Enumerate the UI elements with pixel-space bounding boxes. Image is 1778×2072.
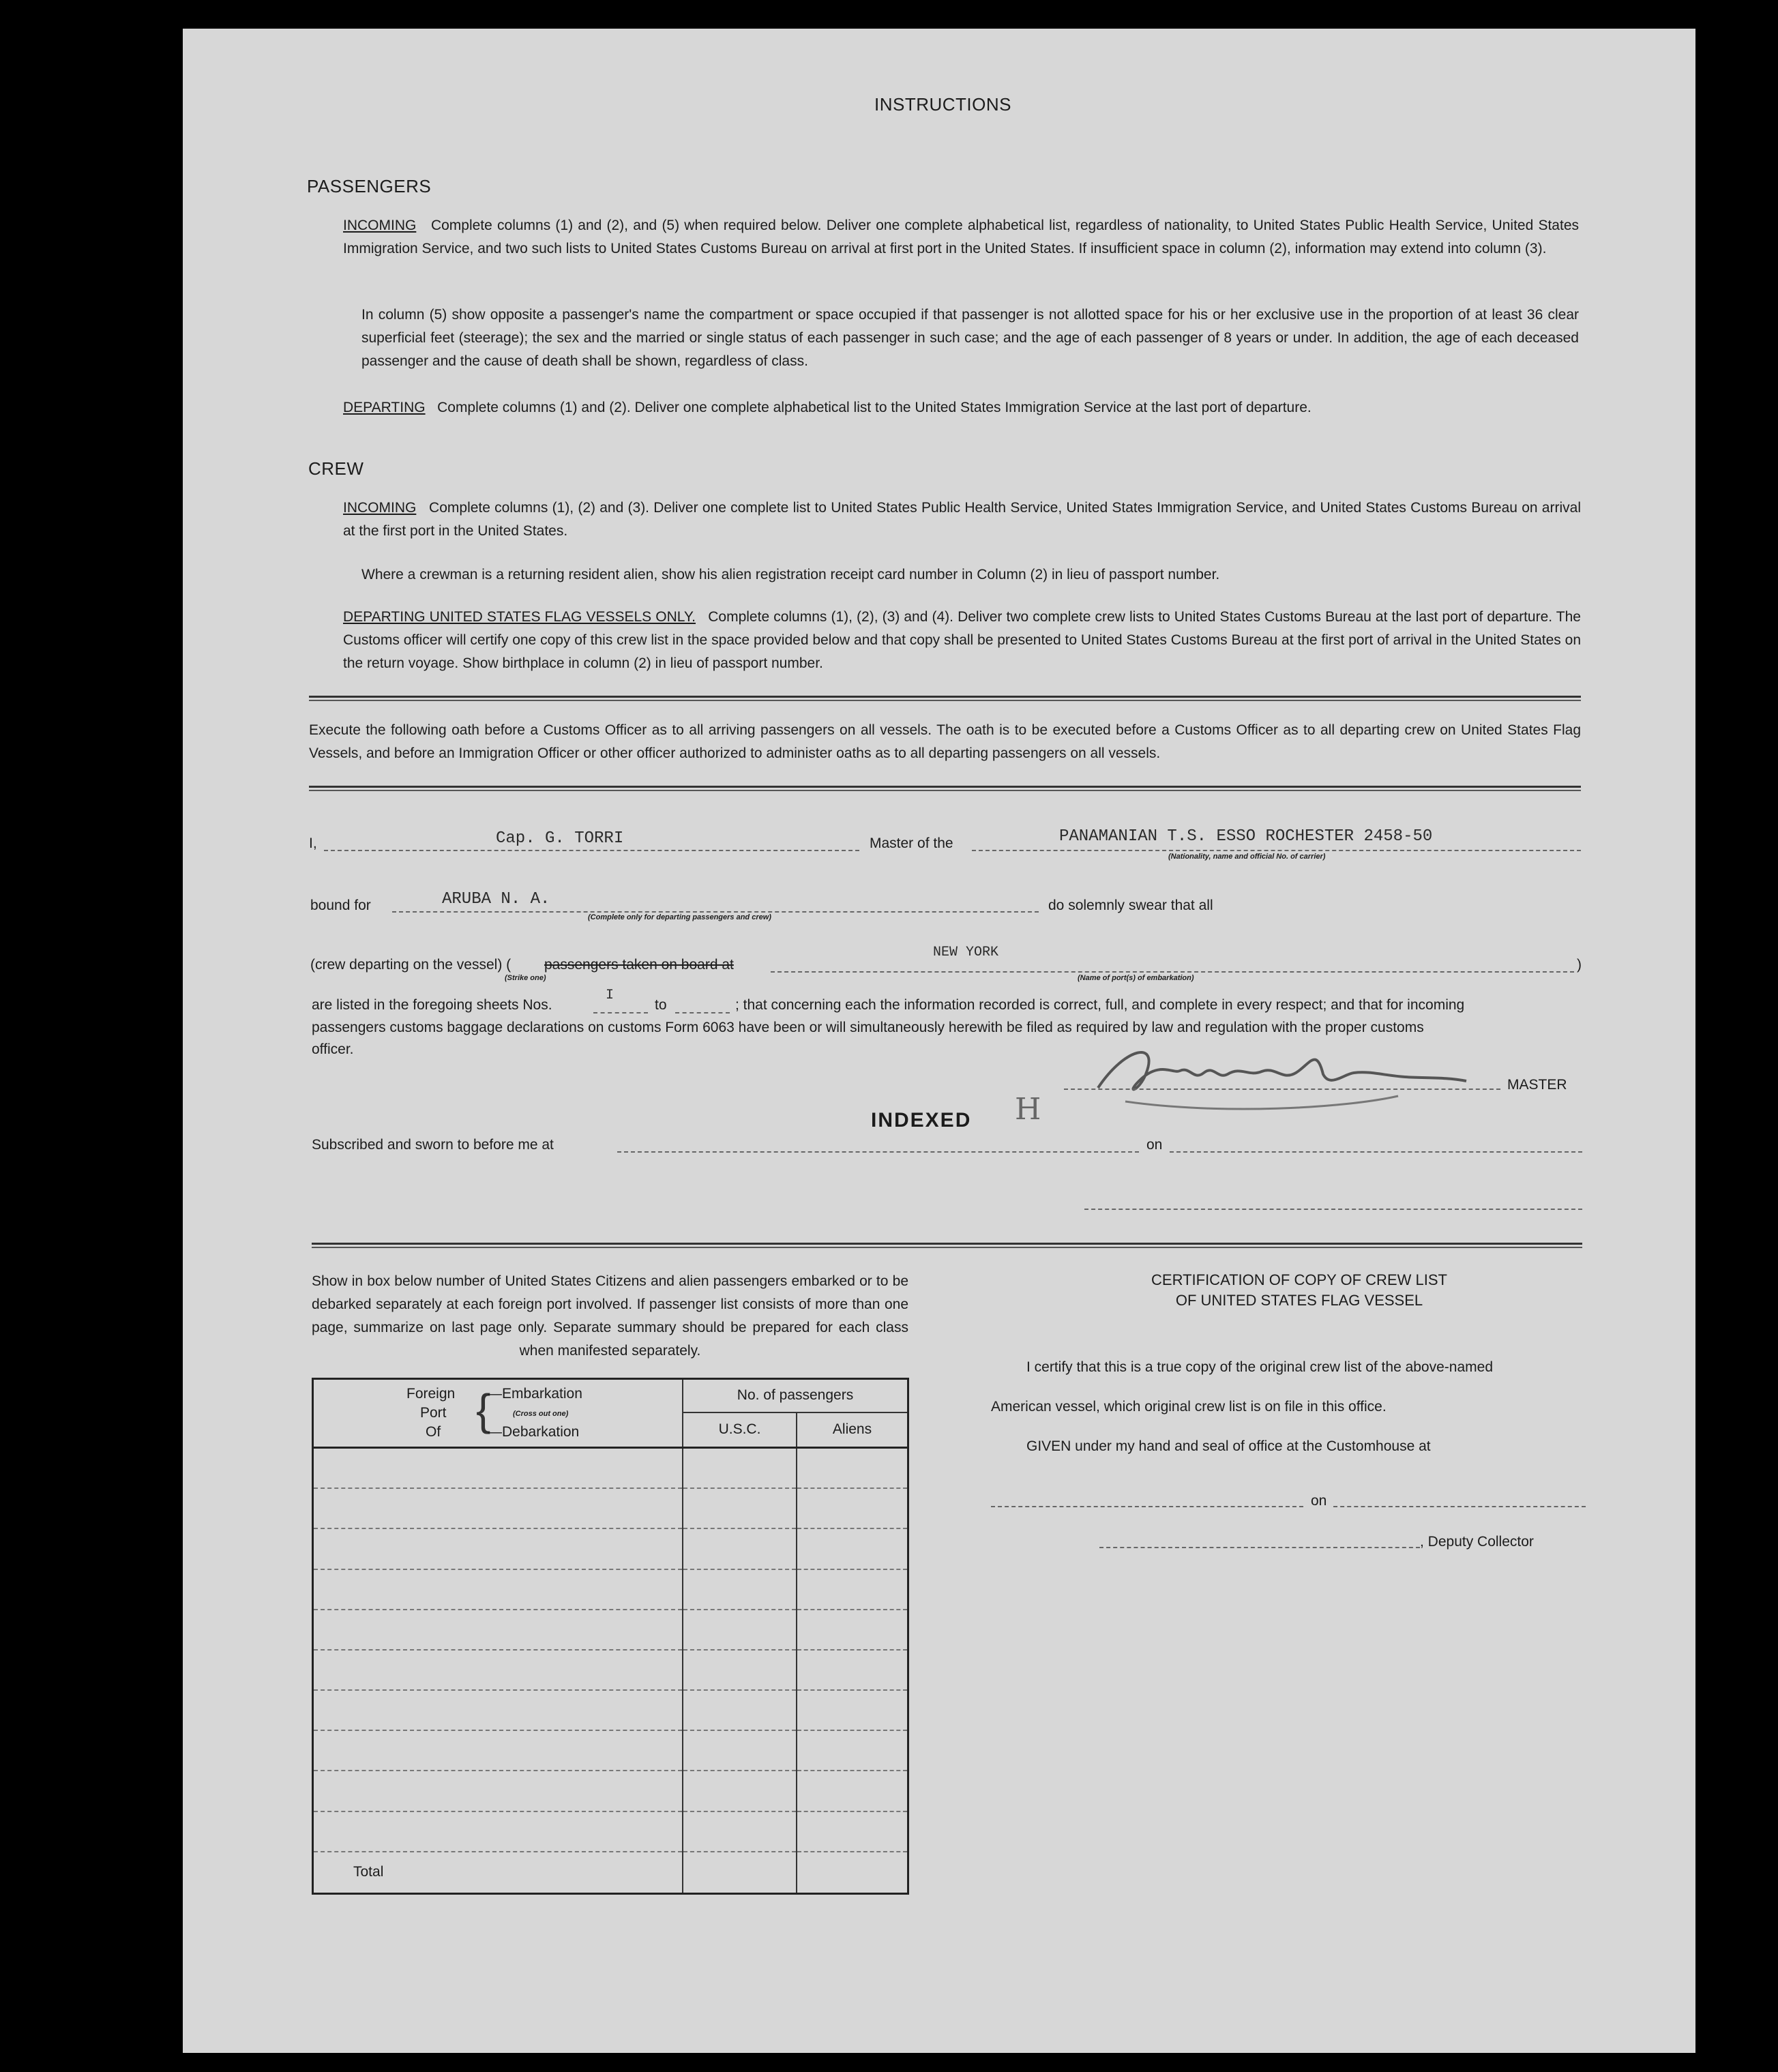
sheet-from-line (593, 1012, 648, 1013)
aliens-cell[interactable] (797, 1690, 908, 1730)
passengers-departing-text: Complete columns (1) and (2). Deliver one complete alphabetical list to the United States Immigration Service at the last port of departure. (437, 400, 1312, 415)
customhouse-line (991, 1506, 1303, 1507)
oath-instructions: Execute the following oath before a Customs Officer as to all arriving passengers on all vessels. The oath is to be executed before a Customs Officer as to all departing crew on United States Flag Vessels, and before an Immigration Officer or other officer authorized to administer oaths as to all departing passengers on all vessels. (309, 722, 1581, 761)
port-cell[interactable] (313, 1811, 683, 1852)
port-cell[interactable] (313, 1730, 683, 1771)
total-row (313, 1852, 908, 1894)
crew-departing-text: Complete columns (1), (2), (3) and (4). Deliver two complete crew lists to United States Customs Bureau at the last port of departure. The Customs officer will certify one copy of this crew list in the space provided below and that copy shall be presented to United States Customs Bureau at the first port of arrival in the United States on the return voyage. Show birthplace in column (2) in lieu of passport number. (343, 609, 1581, 671)
usc-label: U.S.C. (718, 1421, 761, 1438)
vessel-value: PANAMANIAN T.S. ESSO ROCHESTER 2458-50 (1059, 827, 1433, 846)
indexed-stamp: INDEXED (871, 1109, 972, 1131)
bound-for-line (392, 911, 1039, 913)
section-divider (312, 1243, 1582, 1248)
vessel-line (972, 850, 1581, 851)
section-divider (309, 696, 1581, 701)
total-label-cell (313, 1852, 683, 1894)
table-row (313, 1569, 908, 1610)
passengers-column5-paragraph: In column (5) show opposite a passenger's name the compartment or space occupied if that passenger is not allotted space for his or her exclusive use in the proportion of at least 36 clear superficial feet (steerage); the sex and the married or single status of each passenger in such case; and the age of each passenger of 8 years or under. In addition, the age of each deceased passenger and the cause of death shall be shown, regardless of class. (361, 307, 1579, 369)
deputy-signature-line (1099, 1547, 1420, 1548)
usc-cell[interactable] (683, 1690, 797, 1730)
bound-for-value: ARUBA N. A. (442, 890, 550, 908)
listed-text-3: officer. (312, 1041, 354, 1057)
certification-line-1: I certify that this is a true copy of the original crew list of the above-named (1026, 1359, 1493, 1375)
port-line (771, 971, 1574, 973)
table-row (313, 1528, 908, 1569)
listed-text-2: passengers customs baggage declarations on customs Form 6063 have been or will simultaneously herewith be filed as required by law and regulation with the proper customs (312, 1020, 1424, 1035)
master-signature (1084, 1033, 1494, 1122)
aliens-cell[interactable] (797, 1811, 908, 1852)
passengers-incoming-label: INCOMING (343, 218, 417, 233)
debarkation-option: —Debarkation (488, 1424, 580, 1440)
aliens-cell[interactable] (797, 1771, 908, 1811)
total-label: Total (353, 1864, 384, 1880)
foreign-port-header (313, 1379, 683, 1448)
aliens-header (797, 1412, 908, 1448)
crew-departing-label: DEPARTING UNITED STATES FLAG VESSELS ONLY. (343, 609, 696, 625)
usc-cell[interactable] (683, 1569, 797, 1610)
sheet-from-value: I (606, 988, 614, 1003)
usc-header (683, 1412, 797, 1448)
port-cell[interactable] (313, 1447, 683, 1488)
col-port: Port (420, 1405, 447, 1421)
brace-icon: { (476, 1385, 491, 1434)
certification-date-line (1333, 1506, 1586, 1507)
crew-heading: CREW (308, 458, 364, 479)
indexed-stamp-mark: H (1015, 1092, 1041, 1127)
aliens-cell[interactable] (797, 1488, 908, 1528)
usc-cell[interactable] (683, 1447, 797, 1488)
close-paren: ) (1577, 957, 1582, 973)
page-title: INSTRUCTIONS (874, 94, 1011, 115)
aliens-label: Aliens (832, 1421, 872, 1438)
usc-cell[interactable] (683, 1610, 797, 1650)
crew-incoming-text: Complete columns (1), (2) and (3). Deliver one complete list to United States Public Health Service, United States Immigration Service, and United States Customs Bureau on arrival at the first port in the United States. (343, 500, 1581, 539)
port-value: NEW YORK (933, 945, 999, 960)
bound-for-label: bound for (310, 898, 371, 913)
port-cell[interactable] (313, 1771, 683, 1811)
table-row (313, 1488, 908, 1528)
swear-label: do solemnly swear that all (1048, 898, 1213, 913)
deputy-collector-label: , Deputy Collector (1420, 1534, 1534, 1550)
aliens-cell[interactable] (797, 1447, 908, 1488)
table-header-row (313, 1379, 908, 1412)
subscribed-at-line (617, 1151, 1139, 1153)
usc-cell[interactable] (683, 1771, 797, 1811)
aliens-cell[interactable] (797, 1528, 908, 1569)
port-cell[interactable] (313, 1488, 683, 1528)
aliens-cell[interactable] (797, 1730, 908, 1771)
col-of: Of (426, 1424, 441, 1440)
port-cell[interactable] (313, 1610, 683, 1650)
table-row (313, 1771, 908, 1811)
aliens-cell[interactable] (797, 1610, 908, 1650)
port-cell[interactable] (313, 1528, 683, 1569)
table-row (313, 1650, 908, 1690)
crew-incoming-paragraph (343, 497, 1581, 543)
usc-total-cell[interactable] (683, 1852, 797, 1894)
summary-instructions: Show in box below number of United States Citizens and alien passengers embarked or to be debarked separately at each foreign port involved. If passenger list consists of more than one page, summarize on last page only. Separate summary should be prepared for each class when manifested separately. (312, 1273, 908, 1359)
bound-for-caption: (Complete only for departing passengers and crew) (588, 913, 771, 921)
certification-on-label: on (1311, 1493, 1327, 1509)
no-of-passengers-label: No. of passengers (737, 1387, 854, 1404)
certification-line-2: American vessel, which original crew list is on file in this office. (991, 1399, 1387, 1415)
table-row (313, 1610, 908, 1650)
master-name-value: Cap. G. TORRI (496, 829, 624, 848)
port-cell[interactable] (313, 1690, 683, 1730)
passengers-incoming-text: Complete columns (1) and (2), and (5) when required below. Deliver one complete alphabetical list, regardless of nationality, to United States Public Health Service, United States Immigration Service, and two such lists to United States Customs Bureau on arrival at first port in the United States. If insufficient space in column (2), information may extend into column (3). (343, 218, 1579, 256)
embarkation-option: —Embarkation (488, 1386, 582, 1402)
crew-departing-paragraph (343, 606, 1581, 675)
cross-out-caption: (Cross out one) (513, 1410, 569, 1418)
port-cell[interactable] (313, 1569, 683, 1610)
crew-resident-paragraph: Where a crewman is a returning resident alien, show his alien registration receipt card number in Column (2) in lieu of passport number. (361, 567, 1220, 582)
listed-text-1: ; that concerning each the information recorded is correct, full, and complete in every respect; and that for incoming (735, 997, 1465, 1013)
usc-cell[interactable] (683, 1488, 797, 1528)
passengers-departing-paragraph (343, 396, 1579, 419)
port-summary-table (312, 1378, 909, 1895)
no-of-passengers-header (683, 1379, 908, 1412)
aliens-total-cell[interactable] (797, 1852, 908, 1894)
listed-label: are listed in the foregoing sheets Nos. (312, 997, 552, 1013)
passengers-incoming-paragraph (343, 214, 1579, 261)
table-row (313, 1690, 908, 1730)
table-row (313, 1811, 908, 1852)
oath-i-label: I, (309, 835, 317, 851)
sheet-to-line (675, 1012, 730, 1013)
subscribed-on-line (1170, 1151, 1582, 1153)
subscribed-label: Subscribed and sworn to before me at (312, 1137, 554, 1153)
strike-caption: (Strike one) (505, 974, 546, 982)
port-caption: (Name of port(s) of embarkation) (1078, 974, 1194, 982)
master-label: MASTER (1507, 1077, 1567, 1093)
certification-line-3: GIVEN under my hand and seal of office at the Customhouse at (1026, 1438, 1431, 1454)
usc-cell[interactable] (683, 1528, 797, 1569)
struck-passengers-text: passengers taken on board at (544, 957, 734, 973)
aliens-cell[interactable] (797, 1569, 908, 1610)
passengers-heading: PASSENGERS (307, 176, 432, 196)
passengers-departing-label: DEPARTING (343, 400, 426, 415)
port-cell[interactable] (313, 1650, 683, 1690)
master-name-line (324, 850, 859, 851)
section-divider (309, 786, 1581, 791)
vessel-caption: (Nationality, name and official No. of carrier) (1168, 853, 1326, 861)
usc-cell[interactable] (683, 1650, 797, 1690)
to-label: to (655, 997, 667, 1013)
master-signature-line (1064, 1089, 1500, 1090)
crew-incoming-label: INCOMING (343, 500, 417, 516)
officer-signature-line (1084, 1209, 1582, 1210)
aliens-cell[interactable] (797, 1650, 908, 1690)
certification-heading-2: OF UNITED STATES FLAG VESSEL (1175, 1292, 1423, 1309)
table-row (313, 1730, 908, 1771)
usc-cell[interactable] (683, 1811, 797, 1852)
certification-heading-1: CERTIFICATION OF COPY OF CREW LIST (1151, 1271, 1447, 1288)
table-row (313, 1447, 908, 1488)
master-of-label: Master of the (870, 835, 953, 851)
usc-cell[interactable] (683, 1730, 797, 1771)
subscribed-on-label: on (1146, 1137, 1163, 1153)
col-foreign: Foreign (406, 1386, 456, 1402)
crew-departing-label: (crew departing on the vessel) ( (310, 957, 512, 973)
